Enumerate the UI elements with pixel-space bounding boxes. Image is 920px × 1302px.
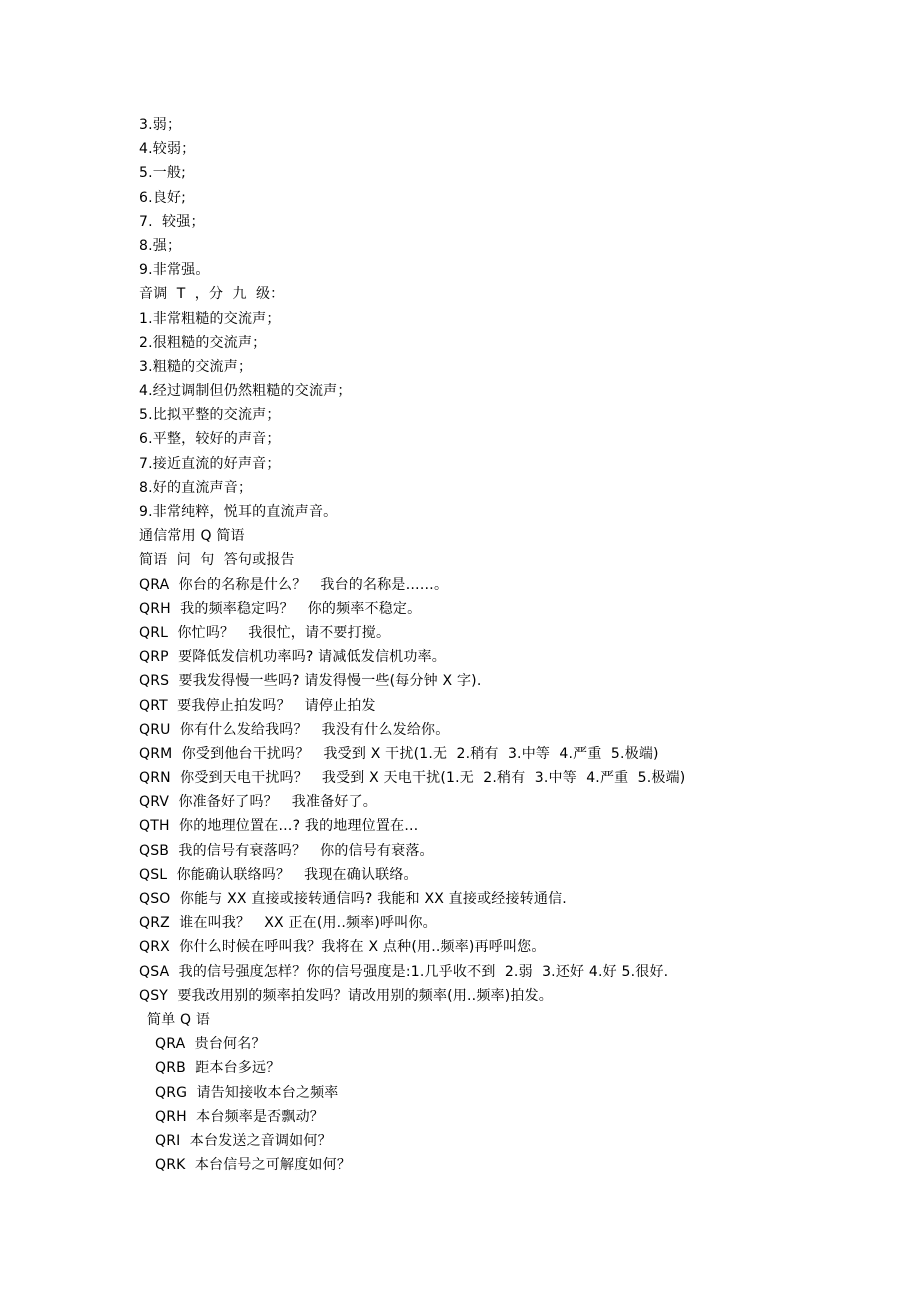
q-code-line: QSA 我的信号强度怎样？你的信号强度是:1.几乎收不到 2.弱 3.还好 4.好 5.很好. <box>139 963 669 980</box>
simple-q-line: QRG 请告知接收本台之频率 <box>155 1084 339 1101</box>
signal-level-line: 5.一般; <box>139 165 187 182</box>
tone-level-line: 5.比拟平整的交流声； <box>139 407 281 424</box>
simple-q-line: QRK 本台信号之可解度如何？ <box>155 1157 352 1174</box>
tone-level-line: 1.非常粗糙的交流声； <box>139 310 281 327</box>
q-code-line: QRN 你受到天电干扰吗？ 我受到 X 天电干扰(1.无 2.稍有 3.中等 4.严重 5.极端) <box>139 770 686 787</box>
q-code-column-header: 简语 问 句 答句或报告 <box>139 552 295 569</box>
simple-q-line: QRA 贵台何名？ <box>155 1036 266 1053</box>
q-code-line: QRZ 谁在叫我？ XX 正在(用..频率)呼叫你。 <box>139 915 437 932</box>
q-code-line: QSL 你能确认联络吗？ 我现在确认联络。 <box>139 866 418 883</box>
q-code-section-title: 通信常用 Q 简语 <box>139 528 245 545</box>
q-code-line: QRX 你什么时候在呼叫我？我将在 X 点种(用..频率)再呼叫您。 <box>139 939 546 956</box>
q-code-line: QRL 你忙吗？ 我很忙，请不要打搅。 <box>139 624 391 641</box>
tone-level-line: 2.很粗糙的交流声； <box>139 334 267 351</box>
q-code-line: QSB 我的信号有衰落吗？ 你的信号有衰落。 <box>139 842 434 859</box>
simple-q-line: QRI 本台发送之音调如何？ <box>155 1132 332 1149</box>
q-code-line: QRU 你有什么发给我吗？ 我没有什么发给你。 <box>139 721 450 738</box>
simple-q-line: QRH 本台频率是否飘动？ <box>155 1108 324 1125</box>
signal-level-line: 9.非常强。 <box>139 262 210 279</box>
tone-level-line: 6.平整，较好的声音； <box>139 431 281 448</box>
signal-level-line: 6.良好; <box>139 189 187 206</box>
tone-level-line: 3.粗糙的交流声； <box>139 358 253 375</box>
q-code-line: QRS 要我发得慢一些吗? 请发得慢一些(每分钟 X 字). <box>139 673 482 690</box>
tone-level-line: 7.接近直流的好声音； <box>139 455 281 472</box>
tone-level-line: 9.非常纯粹，悦耳的直流声音。 <box>139 504 338 520</box>
signal-level-line: 8.强； <box>139 237 182 254</box>
q-code-line: QRM 你受到他台干扰吗？ 我受到 X 干扰(1.无 2.稍有 3.中等 4.严重 5.极端) <box>139 745 659 762</box>
q-code-line: QSY 要我改用别的频率拍发吗？请改用别的频率(用..频率)拍发。 <box>139 987 553 1004</box>
signal-level-line: 7. 较强； <box>139 213 205 230</box>
q-code-line: QTH 你的地理位置在…? 我的地理位置在… <box>139 818 419 835</box>
simple-q-section-title: 简单 Q 语 <box>147 1011 211 1028</box>
signal-level-line: 4.较弱； <box>139 141 196 158</box>
signal-level-line: 3.弱； <box>139 117 182 133</box>
document-body <box>139 113 839 1177</box>
q-code-line: QRA 你台的名称是什么？ 我台的名称是……。 <box>139 576 449 593</box>
tone-heading: 音调 T ，分 九 级： <box>139 286 285 303</box>
tone-level-line: 4.经过调制但仍然粗糙的交流声； <box>139 383 352 400</box>
q-code-line: QRV 你准备好了吗？ 我准备好了。 <box>139 794 378 811</box>
q-code-line: QRT 要我停止拍发吗？ 请停止拍发 <box>139 697 376 714</box>
q-code-line: QRH 我的频率稳定吗？ 你的频率不稳定。 <box>139 600 422 617</box>
q-code-line: QSO 你能与 XX 直接或接转通信吗? 我能和 XX 直接或经接转通信. <box>139 891 567 907</box>
q-code-line: QRP 要降低发信机功率吗? 请减低发信机功率。 <box>139 649 446 666</box>
tone-level-line: 8.好的直流声音； <box>139 479 253 496</box>
simple-q-line: QRB 距本台多远？ <box>155 1060 281 1077</box>
